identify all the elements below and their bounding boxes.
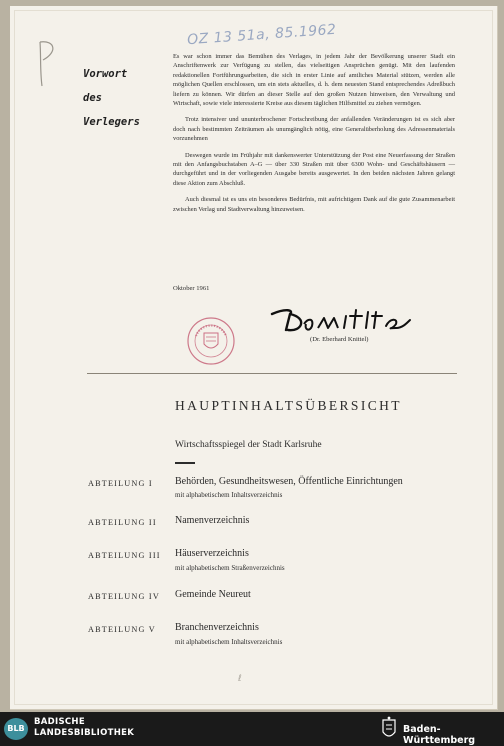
overview-title: HAUPTINHALTSÜBERSICHT (175, 398, 402, 413)
section-title: Behörden, Gesundheitswesen, Öffentliche Einrichtungen (175, 476, 403, 487)
foreword-heading-line: des (83, 92, 102, 104)
archive-shelfmark-note: OZ 13 51a, 85.1962 (186, 21, 337, 49)
foreword-heading (83, 62, 140, 134)
pencil-page-mark: ℓ (238, 674, 242, 684)
signature-caption: (Dr. Eberhard Knittel) (310, 336, 369, 343)
foreword-paragraph: Deswegen wurde im Frühjahr mit dankenswerter Unterstützung der Post eine Neuerfassung der Straßen mit den Anfangsbuchstaben A–G — über 330 Straßen mit über 6300 Wohn- und Geschäftshäusern — durchgeführt und in der vorliegenden Ausgabe bereits ausgewertet. In den beiden nächsten Jahren gelangt diese Aktion zum Abschluß. (173, 151, 455, 187)
section-label: ABTEILUNG III (88, 551, 161, 560)
section-title: Gemeinde Neureut (175, 589, 251, 600)
foreword-paragraph: Auch diesmal ist es uns ein besonderes Bedürfnis, mit aufrichtigem Dank auf die gute Zusammenarbeit zwischen Verlag und Stadtverwaltung hinzuweisen. (173, 196, 455, 213)
library-name-line: BADISCHE (34, 717, 85, 727)
section-subtitle: mit alphabetischem Inhaltsverzeichnis (175, 491, 283, 499)
foreword-paragraph: Es war schon immer das Bemühen des Verlages, in jedem Jahr der Bevölkerung unserer Stadt ein Anschriftenwerk zur Verfügung zu stellen, das vielseitigen Ansprüchen genügt. Mit den laufenden redaktionellen Fortführungsarbeiten, die sich in erster Linie auf amtliches Material stützen, werden alle möglichen Quellen erschlossen, um ein stets aktuelles, d. h. dem neuesten Stand entsprechendes Adreßbuch liefern zu können. Wir dürfen an dieser Stelle auf den großen Nutzen hinweisen, den Verwaltung und Wirtschaft, sowie viele interessierte Kreise aus diesem täglichen Hilfsmittel zu ziehen vermögen. (173, 53, 455, 108)
section-title: Namenverzeichnis (175, 515, 250, 526)
blb-logo-icon[interactable]: BLB (4, 718, 28, 740)
handwritten-signature-icon (268, 304, 414, 338)
foreword-heading-line: Verlegers (83, 116, 140, 128)
foreword-body (173, 52, 455, 221)
lion-crest-icon[interactable] (380, 716, 398, 742)
library-stamp-seal-icon (186, 316, 236, 366)
section-subtitle: mit alphabetischem Straßenverzeichnis (175, 564, 285, 572)
pencil-p-mark-icon (31, 38, 61, 90)
section-label: ABTEILUNG V (88, 625, 156, 634)
state-name[interactable]: Baden-Württemberg (403, 724, 476, 746)
library-name-line: LANDESBIBLIOTHEK (34, 728, 135, 738)
section-label: ABTEILUNG II (88, 518, 157, 527)
section-divider (87, 373, 457, 374)
foreword-paragraph: Trotz intensiver und ununterbrochener Fortschreibung der anfallenden Veränderungen ist es sich aber doch nach bestimmten Zeiträumen als unumgänglich nötig, eine Generalüberholung des Adressenmaterials vorzunehmen (173, 116, 455, 143)
overview-subtitle: Wirtschaftsspiegel der Stadt Karlsruhe (175, 440, 322, 450)
section-label: ABTEILUNG I (88, 479, 153, 488)
foreword-heading-line: Vorwort (83, 68, 128, 80)
section-title: Häuserverzeichnis (175, 548, 249, 559)
section-label: ABTEILUNG IV (88, 592, 160, 601)
short-rule (175, 462, 195, 464)
foreword-date: Oktober 1961 (173, 285, 210, 292)
section-title: Branchenverzeichnis (175, 622, 259, 633)
section-subtitle: mit alphabetischem Inhaltsverzeichnis (175, 638, 283, 646)
library-name[interactable] (34, 717, 134, 739)
